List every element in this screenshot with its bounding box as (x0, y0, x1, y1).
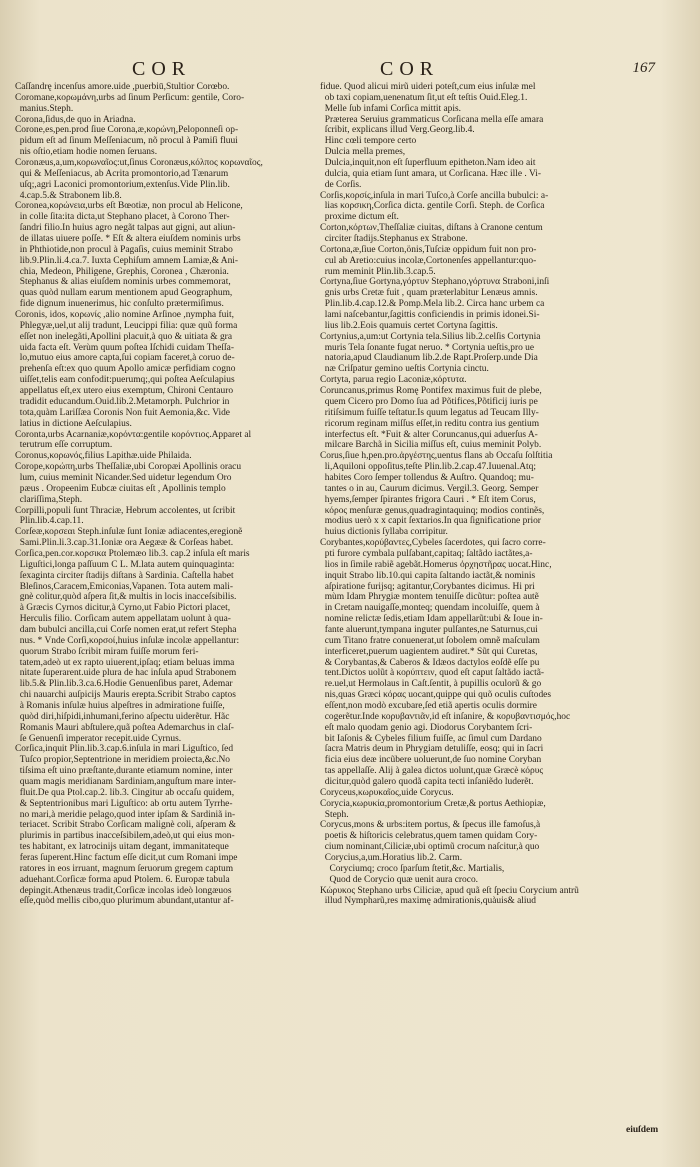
text-line: Coronea,κορώνεια,urbs eſt Bœotiæ, non procul ab Helicone, (15, 201, 243, 212)
text-line: eſt malo quodam genio agi. Diodorus Corybantem ſcri- (320, 722, 533, 733)
running-head-right: COR (380, 58, 440, 80)
text-line: teriacet. Scribit Strabo Corſicam malignè coli, aſperam & (15, 820, 236, 831)
text-line: gnè colitur,quòd aſpera ſit,& multis in locis inacceſsibilis. (15, 592, 237, 603)
text-line: nus. * Vnde Corſi,κορσοί,huius inſulæ incolæ appellantur: (15, 635, 240, 646)
text-line: 4.cap.5.& Strabonem lib.8. (15, 190, 122, 201)
text-line: Corton,κόρτων,Theſſaliæ ciuitas, diſtans à Cranone centum (320, 223, 543, 234)
text-line: fante aluerunt,tympana inguter pulſantes,ne Saturnus,cui (320, 624, 538, 635)
text-line: li,Aquiloni oppoſitus,teſte Plin.lib.2.cap.47.Iuuenal.Atq; (320, 462, 536, 473)
text-line: Κώρυκος Stephano urbs Ciliciæ, apud quã eſt ſpeciu Corycium antrũ (320, 885, 579, 896)
text-line: gnis urbs Cretæ fuit , quam præterlabitur Lenæus amnis. (320, 288, 538, 299)
running-head-left: COR (132, 58, 192, 80)
text-line: circiter ſtadijs.Stephanus ex Strabone. (320, 234, 468, 245)
text-line: Cortona,æ,ſiue Corton,önis,Tuſciæ oppidum fuit non pro- (320, 244, 537, 255)
text-line: qui & Meſſeniacus, ab Acrita promontorio,ad Tænarum (15, 168, 229, 179)
text-line: inquit Strabo lib.10.qui capita ſaltando iactãt,& nominis (320, 570, 536, 581)
text-line: Sami.Plin.li.3.cap.31.Ioniæ ora Aegææ & Corſeas habet. (15, 538, 234, 549)
text-line: ricorum reginam miſſus eſſet,in reditu contra ius gentium (320, 418, 540, 429)
text-line: eſſe,quòd mellis cibo,quo plurimum abundant,utantur af- (15, 896, 234, 907)
text-line: rum meminit Plin.lib.3.cap.5. (320, 266, 436, 277)
text-line: lib.5.& Plin.lib.3.ca.6.Hodie Genuenſibus paret, Ademar (15, 679, 233, 690)
text-line: modius uerò x x capit ſextarios.In qua ſignificatione prior (320, 516, 541, 527)
text-line: quam magis meridianam Sardiniam,anguſtum mare inter- (15, 777, 237, 787)
text-line: ſcribit, explicans illud Verg.Georg.lib.4. (320, 125, 475, 136)
text-line: Corone,es,pen.prod ſiue Corona,æ,κορώνη,Peloponneſi op- (15, 125, 239, 136)
text-line: pidum eſt ad ſinum Meſſeniacum, nõ procul à Pamiſi fluui (15, 136, 238, 147)
text-line: cium nominant,Ciliciæ,ubi optimũ crocum naſcitur,à quo (320, 842, 540, 853)
text-line: Corus,ſiue h,pen.pro.ἀργέστης,uentus flans ab Occaſu ſolſtitia (320, 451, 553, 462)
text-line: tradidit educandum.Ouid.lib.2.Metamorph. Pulchrior in (15, 396, 230, 407)
text-line: pti furore cymbala pulſabant,capitaq; ſaltãdo iactãtes,a- (320, 548, 533, 559)
text-line: nis oſtio,etiam hodie nomen ſeruans. (15, 147, 158, 158)
text-line: nis,quas Græci κόρας uocant,quippe qui quõ oculis cuſtodes (320, 690, 552, 701)
text-line: in colle ſita:ita dicta,ut Stephano placet, à Corono Ther- (15, 212, 230, 223)
text-line: appellatus eſt,ex utero eius exemptum, Chironi Centauro (15, 386, 234, 397)
left-column (15, 82, 318, 907)
text-line: tas appellaſſe. Alij à galea dictos uolunt,quæ Græcè κόρυς (320, 766, 544, 777)
text-line: habites Coro ſemper tollendus & Auſtro. Quandoq; mu- (320, 472, 534, 483)
text-line: Coronis, idos, κορωνίς ,alio nomine Arſinoe ,nympha fuit, (15, 310, 234, 321)
text-line: Corope,κορώπη,urbs Theſſaliæ,ubi Coropæi Apollinis oracu (15, 462, 242, 473)
text-line: uiſſet,telis eam confodit:puerumq;,qui poſtea Aeſculapius (15, 375, 235, 386)
text-line: mùm Idam Phrygiæ montem tenuiſſe dicũtur: poſtea autẽ (320, 592, 539, 603)
text-line: lias κορσικη,Corſica dicta. gentile Corſi. Steph. de Corſica (320, 201, 545, 212)
text-line: Corycius,a,um.Horatius lib.2. Carm. (320, 853, 463, 864)
text-line: dulcia, quia etiam ſunt amara, ut Corſicana. Hæc ille . Vi- (320, 168, 541, 179)
text-line: quem Cicero pro Domo ſua ad Põtifices,Põtificij iuris pe (320, 396, 538, 407)
text-line: Corybantes,κορύβαντες,Cybeles ſacerdotes, qui ſacro corre- (320, 538, 546, 549)
text-line: lios in ſimile rabiẽ agebãt.Homerus ὀρχηστῆρας uocat.Hinc, (320, 559, 552, 570)
text-line: ob taxi copiam,uenenatum ſit,ut eſt teſtis Ouid.Eleg.1. (320, 92, 528, 103)
text-line: tiſsima eſt uino præſtante,durante etiamum nomine, inter (15, 766, 233, 777)
text-line: ratores in eos irruant, magnum ſeruorum gregem captum (15, 863, 234, 874)
text-line: Liguſtici,longa paſſuum C L. M.lata autem quinquaginta: (15, 559, 235, 570)
text-line: tent.Dictos uolũt à κορύπτειν, quod eſt caput ſaltãdo iactã- (320, 668, 545, 679)
text-line: Hinc cœli tempore certo (320, 136, 417, 147)
text-line: à Græcis Cyrnos dicitur,à Cyrno,ut Fabio Pictori placet, (15, 603, 231, 614)
page-number: 167 (632, 60, 655, 76)
text-line: latius in dictione Aeſculapius. (15, 418, 132, 429)
text-line: Plin.lib.4.cap.12.& Pomp.Mela lib.2. Circa hanc urbem ca (320, 299, 545, 310)
text-line: Corſica,pen.cor.κορσικα Ptolemæo lib.3. cap.2 inſula eſt maris (15, 548, 250, 559)
text-line: Coronus,κορωνός,filius Lapithæ.uide Philaida. (15, 451, 192, 462)
text-line: interfectus eſt. *Fuit & alter Coruncanus,qui aduerſus A- (320, 429, 538, 440)
text-line: proxime dictum eſt. (320, 212, 399, 223)
text-line: & Septentrionibus mari Liguſtico: ab ortu autem Tyrrhe- (15, 798, 233, 809)
text-line: chia, Medeon, Philigene, Grephis, Coronea , Chæronia. (15, 266, 229, 277)
text-line: ſe Genuenſi imperator recepit.uide Cyrnus. (15, 733, 182, 744)
text-line: Præterea Seruius grammaticus Corſicana mella eſſe amara (320, 114, 544, 125)
text-line: Dulcia,inquit,non eſt ſuperfluum epitheton.Nam ideo ait (320, 158, 536, 169)
text-line: feras ſuperent.Hinc factum eſſe dicit,ut cum Romani impe (15, 853, 238, 864)
text-line: Cortyta, parua regio Laconiæ,κόρτυτα. (320, 375, 467, 386)
text-line: lum, cuius meminit Nicander.Sed uidetur legendum Oro (15, 472, 232, 483)
text-line: uida facta eſt. Verùm quum poſtea Iſchidi cuidam Theſſa- (15, 342, 235, 353)
text-line: aſpiratione furijsq; agitantur,Corybantes dicimus. Hi pri (320, 581, 535, 592)
text-line: interficeret,puerum uagientem audiret.* Sũt qui Curetas, (320, 646, 538, 657)
text-line: no mari,à meridie pelago,quod inter ipſam & Sardiniã in- (15, 809, 236, 820)
text-line: illud Nympharũ,res maximę admirationis,quàuis& aliud (320, 896, 536, 907)
text-line: ſandri filio.In huius agro negãt talpas aut gigni, aut aliun- (15, 223, 236, 234)
text-line: Corſis,κορσίς,inſula in mari Tuſco,à Corſe ancilla bubulci: a- (320, 190, 549, 201)
text-line: dicitur,quòd galero quodã capita tecti inſaniẽdo luderẽt. (320, 777, 534, 787)
text-line: Corycia,κωρυκία,promontorium Cretæ,& portus Aethiopiæ, (320, 798, 546, 809)
text-line: Cortyna,ſiue Gortyna,γόρτυν Stephano,γόρτυνα Straboni,inſi (320, 277, 550, 288)
text-line: nomine relictæ ſedis,etiam Idam appellarũt:ubi & Ioue in- (320, 614, 543, 625)
text-line: Coryceus,κωρυκαῖος,uide Corycus. (320, 787, 454, 798)
text-line: næ Criſpatur gemino ueſtis Cortynia cinctu. (320, 364, 489, 375)
text-line: quòd diri,hiſpidi,inhumani,ferino aſpectu uiderẽtur. Hãc (15, 711, 230, 722)
text-line: Bleſinos,Caracem,Emiconias,Vapanen. Tota autem mali- (15, 581, 233, 592)
text-line: bit Iaſonis & Cybeles filium fuiſſe, ac ſimul cum Dardano (320, 733, 542, 744)
text-line: Melle ſub infami Corſica mittit apis. (320, 103, 462, 114)
text-line: Herculis filio. Corſicam autem appellatam uolunt à qua- (15, 614, 231, 625)
text-line: dam bubulci ancilla,cui Corſe nomen erat,ut refert Stepha (15, 624, 237, 635)
text-line: de illatas uiuere poſſe. * Eſt & altera eiuſdem nominis urbs (15, 234, 241, 245)
text-line: prehenſa eſt:ex quo quum Apollo amicæ perfidiam cogno (15, 364, 236, 375)
text-line: à Romanis inſulæ huius alpeſtres in admiratione fuiſſe, (15, 700, 225, 711)
text-line: depingit.Athenæus tradit,Corſicæ incolas ideò longæuos (15, 885, 232, 896)
text-line: Coronta,urbs Acarnaniæ,κορόντα:gentile κορόντιος.Apparet al (15, 429, 252, 440)
text-line: in Phthiotide,non procul à Pagaſis, cuius meminit Strabo (15, 244, 233, 255)
text-line: ſexaginta circiter ſtadijs diſtans à Sardinia. Caſtella habet (15, 570, 234, 581)
text-line: Plin.lib.4.cap.11. (15, 516, 84, 527)
text-line: Corſica,inquit Plin.lib.3.cap.6.inſula in mari Liguſtico, ſed (15, 744, 234, 755)
text-line: cul ab Aretio:cuius incolæ,Cortonenſes appellantur:quo- (320, 255, 537, 266)
text-line: tota,quàm Lariſſæa Coronis Non fuit Aemonia,&c. Vide (15, 407, 230, 418)
text-line: Corycus,mons & urbs:item portus, & ſpecus ille famoſus,à (320, 820, 541, 831)
text-line: lo,mutuo eius amore capta,ſui copiam faceret,à coruo de- (15, 353, 235, 364)
text-line: quorum Strabo ſcribit miram fuiſſe morum feri- (15, 646, 199, 657)
text-line: Romanis Mauri abſtulere,quã poſtea Ademarchus in claſ- (15, 722, 234, 733)
text-line: Tuſco propior,Septentrione in meridiem proiecta,&c.No (15, 755, 230, 766)
text-line: Steph. (320, 809, 349, 820)
text-line: Corona,ſidus,de quo in Ariadna. (15, 114, 136, 125)
text-line: tes habitant, ex latrocinijs uitam degant, immanitateque (15, 842, 229, 853)
text-line: de Corſis. (320, 179, 362, 190)
text-line: fide dignum inuenerimus, hic conſulto prætermiſimus. (15, 299, 224, 310)
text-line: aduehant.Corſicæ forma apud Ptolem. 6. Europæ tabula (15, 874, 230, 885)
text-line: Caſſandrę incenſus amore.uide ,puerbiū,Stultior Corœbo. (15, 82, 230, 92)
text-line: eſſent,non modò excubare,ſed etiã apertis oculis dormire (320, 700, 537, 711)
text-line: Corſeæ,κορσεαι Steph.inſulæ ſunt Ioniæ adiacentes,eregionẽ (15, 527, 243, 538)
text-line: uſq;,agri Laconici promontorium,extenſus.Vide Plin.lib. (15, 179, 230, 190)
text-line: cogerẽtur.Inde κορυβαντιᾶν,id eſt inſanire, & κορυβαντισμός,hoc (320, 711, 571, 722)
text-line: κόρος menſuræ genus,quadragintaquinq; modios continẽs, (320, 505, 545, 516)
text-line: Phlegyæ,uel,ut alij tradunt, Leucippi filia: quæ quũ forma (15, 320, 238, 331)
text-line: Quod de Corycio quæ uenit aura croco. (320, 874, 479, 885)
text-line: milcare Barchã in Sicilia miſſus eſt, cuius meminit Polyb. (320, 440, 542, 451)
text-line: Coronæus,a,um,κορωναῖος:ut,ſinus Coronæus,κόλπος κορωναῖος, (15, 158, 263, 169)
text-line: tatem,adeò ut ex rapto uiuerent,ipſaq; etiam beluas imma (15, 657, 235, 668)
text-line: plurimis in partibus inacceſsibilem,adeò,ut qui eius mon- (15, 831, 235, 842)
text-line: Stephanus & alias eiuſdem nominis urbes commemorat, (15, 277, 231, 288)
text-line: Dulcia mella premes, (320, 147, 406, 158)
text-line: poetis & hiſtoricis celebratus,quem tamen quidam Cory- (320, 831, 538, 842)
text-line: chi nauarchi auſpicijs Mauris erepta.Scribit Strabo captos (15, 690, 236, 701)
text-line: manius.Steph. (15, 103, 74, 114)
text-line: Coruncanus,primus Romę Pontifex maximus fuit de plebe, (320, 386, 542, 397)
text-line: ritiſsimum fuiſſe teſtatur.Is quum legatus ad Teucam Illy- (320, 407, 539, 418)
text-line: nitate ſuperarent.uide plura de hac inſula apud Strabonem (15, 668, 237, 679)
text-line: hyems,ſemper ſpirantes frigora Cauri . * Eſt item Corus, (320, 494, 536, 505)
right-column (320, 82, 664, 907)
text-line: Coromane,κορωμάνη,urbs ad ſinum Perſicum: gentile, Coro- (15, 92, 245, 103)
text-line: lius lib.2.Eois quamuis certet Cortyna ſagittis. (320, 320, 498, 331)
text-line: natoria,apud Claudianum lib.2.de Rapt.Proſerp.unde Dia (320, 353, 538, 364)
text-line: cum Titano fratre conuenerat,ut ſobolem omnẽ maſculam (320, 635, 540, 646)
text-line: pæus . Oropeenim Eubϲæ ciuitas eſt , Apollinis templo (15, 483, 226, 494)
text-line: Coryciumq; croco ſparſum ſtetit,&c. Martialis, (320, 863, 505, 874)
text-line: ficia eius deæ incũbere uoluerunt,de ſuo nomine Coryban (320, 755, 542, 766)
text-line: muris Tela ſonante fugat neruo. * Cortynia ueſtis,pro ue (320, 342, 535, 353)
text-line: huius dictionis ſyllaba corripitur. (320, 527, 448, 538)
text-line: fidue. Quod alicui mirũ uideri poteſt,cum eius inſulæ mel (320, 82, 536, 92)
text-line: & Corybantas,& Caberos & Idæos dactylos eoſdẽ eſſe pu (320, 657, 540, 668)
text-line: eſſet non inelegãti,Apollini placuit,à quo & uitiata & gra (15, 331, 233, 342)
text-line: Cortynius,a,um:ut Cortynia tela.Silius lib.2.celſis Cortynia (320, 331, 541, 342)
text-line: fluit.De qua Ptol.cap.2. lib.3. Cingitur ab occaſu quidem, (15, 787, 235, 798)
catchword: eiuſdem (626, 1125, 659, 1135)
text-line: terutrum eſſe corruptum. (15, 440, 113, 451)
text-line: quas quòd nullam earum mentionem apud Geographum, (15, 288, 233, 299)
text-line: lib.9.Plin.li.4.ca.7. Iuxta Cephiſum amnem Lamiæ,& Ani- (15, 255, 239, 266)
text-line: Corpilli,populi ſunt Thraciæ, Hebrum accolentes, ut ſcribit (15, 505, 236, 516)
text-line: lami naſcebantur,ſagittis conficiendis in primis idonei.Si- (320, 310, 540, 321)
text-line: tantes o in au, Caurum dicimus. Vergil.3. Georg. Semper (320, 483, 539, 494)
text-line: ſacra Matris deum in Phrygiam detuliſſe, eosq; qui in ſacri (320, 744, 544, 755)
text-line: in Cretam nauigaſſe,monteq; quendam incoluiſſe, quem à (320, 603, 540, 614)
text-line: re.uel,ut Hermolaus in Caſt.ſentit, à pupillis oculorũ & go (320, 679, 542, 690)
text-line: clariſſima,Steph. (15, 494, 83, 505)
